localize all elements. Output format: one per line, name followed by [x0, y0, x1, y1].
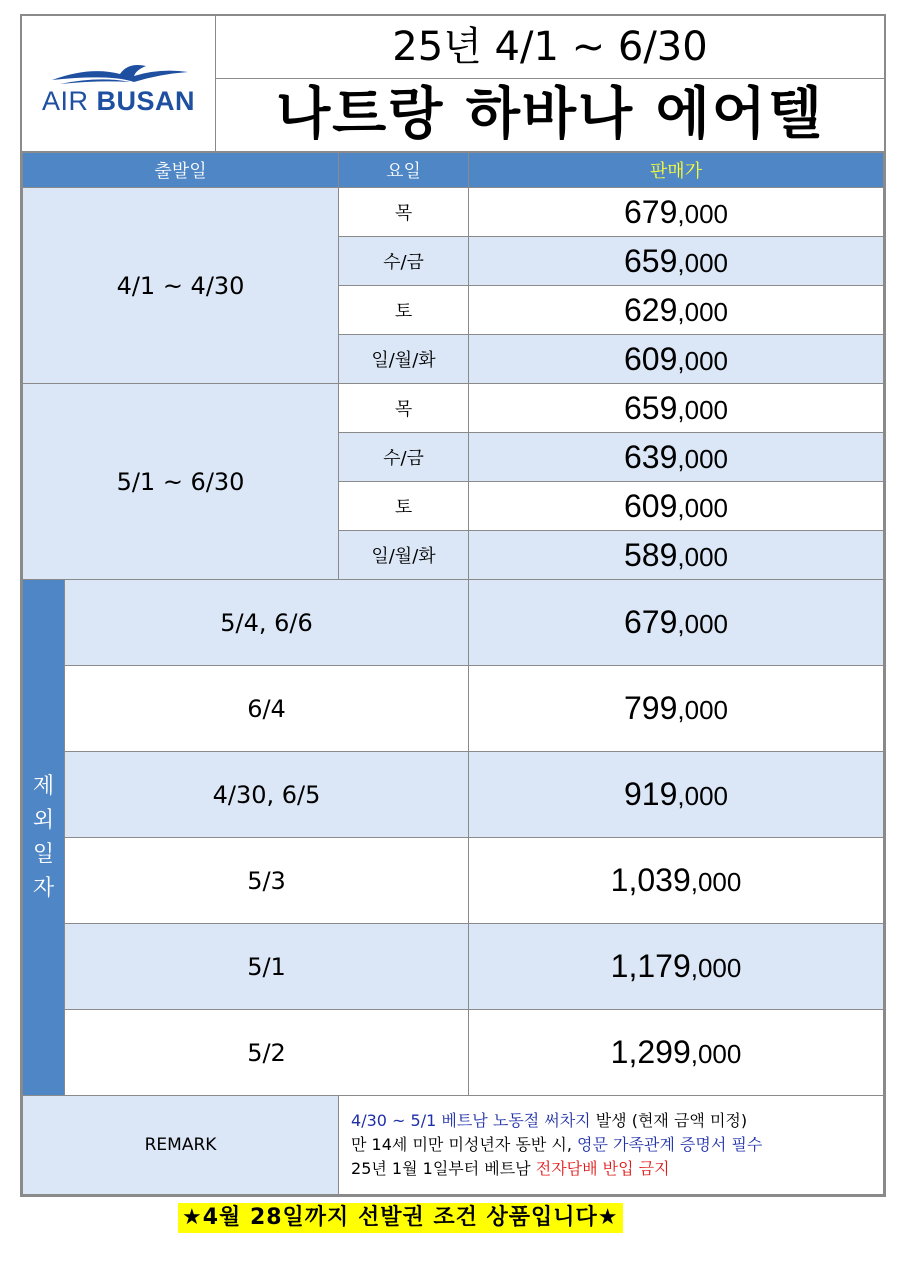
table-row — [23, 924, 884, 1010]
remark-line-3: 25년 1월 1일부터 베트남 전자담배 반입 금지 — [351, 1159, 670, 1178]
table-row — [23, 1010, 884, 1096]
date-range: 5/1 ~ 6/30 — [23, 384, 339, 580]
table-row — [23, 384, 884, 433]
price: 679,000 — [469, 580, 884, 666]
table-header — [23, 153, 884, 188]
col-weekday: 요일 — [339, 153, 469, 188]
col-departure: 출발일 — [23, 153, 339, 188]
table-row — [23, 838, 884, 924]
table-row — [23, 188, 884, 237]
weekday: 목 — [339, 384, 469, 433]
table-row — [23, 752, 884, 838]
weekday: 수/금 — [339, 237, 469, 286]
footer-notice: ★4월 28일까지 선발권 조건 상품입니다★ — [178, 1203, 623, 1233]
excluded-dates: 6/4 — [65, 666, 469, 752]
price: 639,000 — [469, 433, 884, 482]
weekday: 수/금 — [339, 433, 469, 482]
excluded-label: 제 외 일 자 — [23, 580, 65, 1096]
price: 589,000 — [469, 531, 884, 580]
remark-row — [23, 1096, 884, 1195]
price: 629,000 — [469, 286, 884, 335]
bird-icon — [50, 60, 190, 86]
weekday: 토 — [339, 286, 469, 335]
price: 659,000 — [469, 384, 884, 433]
weekday: 목 — [339, 188, 469, 237]
weekday: 일/월/화 — [339, 335, 469, 384]
price: 609,000 — [469, 482, 884, 531]
weekday: 일/월/화 — [339, 531, 469, 580]
excluded-dates: 5/3 — [65, 838, 469, 924]
excluded-dates: 5/1 — [65, 924, 469, 1010]
logo-text — [42, 86, 195, 117]
price: 679,000 — [469, 188, 884, 237]
excluded-dates: 4/30, 6/5 — [65, 752, 469, 838]
header — [22, 16, 884, 152]
price: 1,299,000 — [469, 1010, 884, 1096]
date-range: 4/1 ~ 4/30 — [23, 188, 339, 384]
logo-busan: BUSAN — [96, 86, 196, 116]
remark-line-1: 4/30 ~ 5/1 베트남 노동절 써차지 발생 (현재 금액 미정) — [351, 1111, 748, 1130]
price-table — [22, 152, 884, 1195]
period-title: 25년 4/1 ~ 6/30 — [216, 16, 884, 79]
price: 1,179,000 — [469, 924, 884, 1010]
excluded-dates: 5/2 — [65, 1010, 469, 1096]
price: 919,000 — [469, 752, 884, 838]
price: 799,000 — [469, 666, 884, 752]
table-row — [23, 666, 884, 752]
col-price: 판매가 — [469, 153, 884, 188]
table-row — [23, 580, 884, 666]
remark-label: REMARK — [23, 1096, 339, 1195]
weekday: 토 — [339, 482, 469, 531]
logo — [22, 16, 216, 151]
excluded-dates: 5/4, 6/6 — [65, 580, 469, 666]
remark-line-2: 만 14세 미만 미성년자 동반 시, 영문 가족관계 증명서 필수 — [351, 1135, 763, 1154]
price: 1,039,000 — [469, 838, 884, 924]
hotel-title: 나트랑 하바나 에어텔 — [276, 82, 824, 147]
price: 609,000 — [469, 335, 884, 384]
remark-text — [339, 1096, 884, 1195]
logo-air: AIR — [42, 86, 89, 116]
price: 659,000 — [469, 237, 884, 286]
price-sheet — [20, 14, 886, 1197]
